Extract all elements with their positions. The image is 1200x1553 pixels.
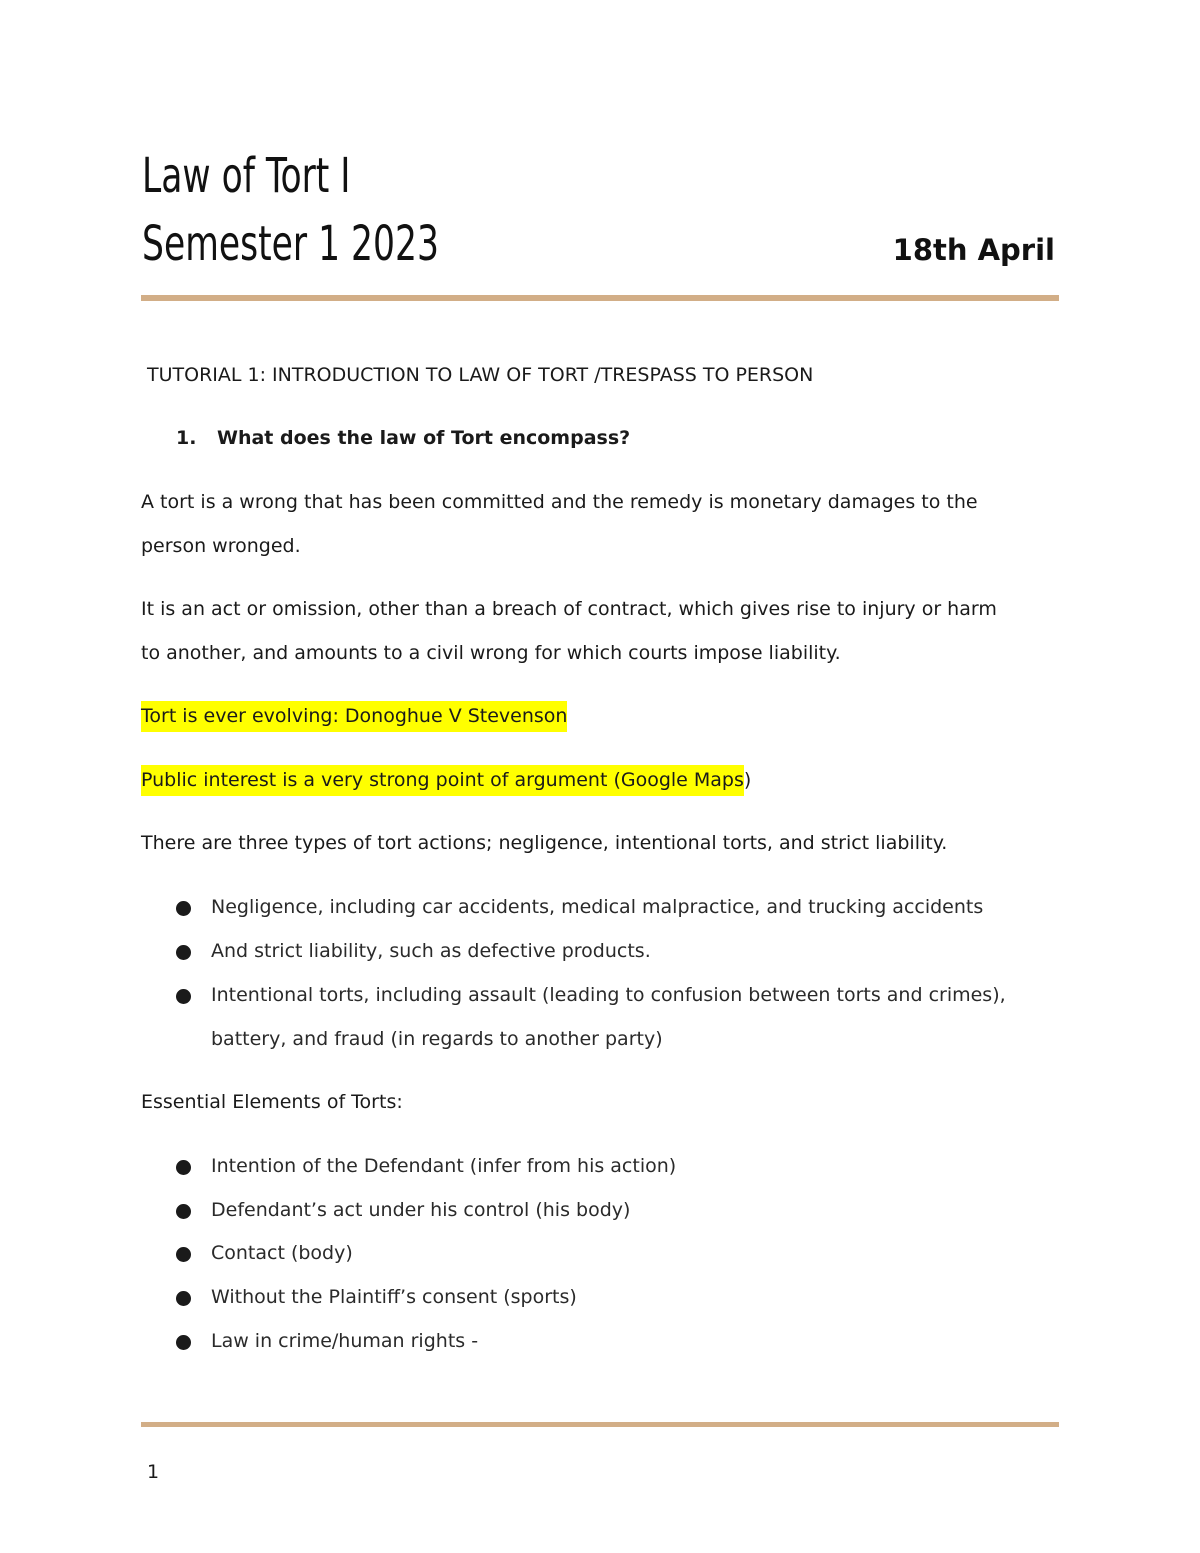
bullet-icon xyxy=(176,1204,191,1219)
list-item-element: Law in crime/human rights - xyxy=(211,1330,479,1352)
bullet-icon xyxy=(176,1335,191,1350)
tort-types-sentence: There are three types of tort actions; negligence, intentional torts, and strict liability. xyxy=(141,832,948,854)
tutorial-heading: TUTORIAL 1: INTRODUCTION TO LAW OF TORT /TRESPASS TO PERSON xyxy=(147,364,814,386)
highlighted-note-evolving xyxy=(141,707,567,726)
document-date: 18th April xyxy=(892,233,1055,267)
page-number: 1 xyxy=(147,1461,160,1483)
bullet-icon xyxy=(176,989,191,1004)
document-title: Law of Tort I xyxy=(142,148,351,204)
highlight-text: Tort is ever evolving: Donoghue V Stevenson xyxy=(141,701,567,732)
question-text: What does the law of Tort encompass? xyxy=(217,427,631,449)
list-item-intentional-torts: Intentional torts, including assault (leading to confusion between torts and crimes), xyxy=(211,984,1006,1006)
list-item-element: Contact (body) xyxy=(211,1242,353,1264)
bullet-icon xyxy=(176,945,191,960)
header-divider xyxy=(141,295,1059,301)
paragraph-act-omission-line1: It is an act or omission, other than a breach of contract, which gives rise to injury or harm xyxy=(141,598,997,620)
list-item-strict-liability: And strict liability, such as defective products. xyxy=(211,940,651,962)
bullet-icon xyxy=(176,1247,191,1262)
list-item-intentional-torts-continued: battery, and fraud (in regards to another party) xyxy=(211,1028,663,1050)
question-number: 1. xyxy=(176,427,197,449)
highlighted-note-public-interest xyxy=(141,771,751,790)
bullet-icon xyxy=(176,901,191,916)
paragraph-act-omission-line2: to another, and amounts to a civil wrong for which courts impose liability. xyxy=(141,642,841,664)
list-item-negligence: Negligence, including car accidents, medical malpractice, and trucking accidents xyxy=(211,896,984,918)
paragraph-definition-line1: A tort is a wrong that has been committed and the remedy is monetary damages to the xyxy=(141,491,978,513)
bullet-icon xyxy=(176,1160,191,1175)
list-item-element: Without the Plaintiff’s consent (sports) xyxy=(211,1286,577,1308)
list-item-element: Defendant’s act under his control (his body) xyxy=(211,1199,631,1221)
highlight-tail: ) xyxy=(743,769,752,791)
footer-divider xyxy=(141,1422,1059,1427)
document-subtitle-semester: Semester 1 2023 xyxy=(142,216,439,272)
list-item-element: Intention of the Defendant (infer from his action) xyxy=(211,1155,677,1177)
highlight-text: Public interest is a very strong point of argument (Google Maps xyxy=(141,765,744,796)
elements-heading: Essential Elements of Torts: xyxy=(141,1091,403,1113)
paragraph-definition-line2: person wronged. xyxy=(141,535,301,557)
bullet-icon xyxy=(176,1291,191,1306)
